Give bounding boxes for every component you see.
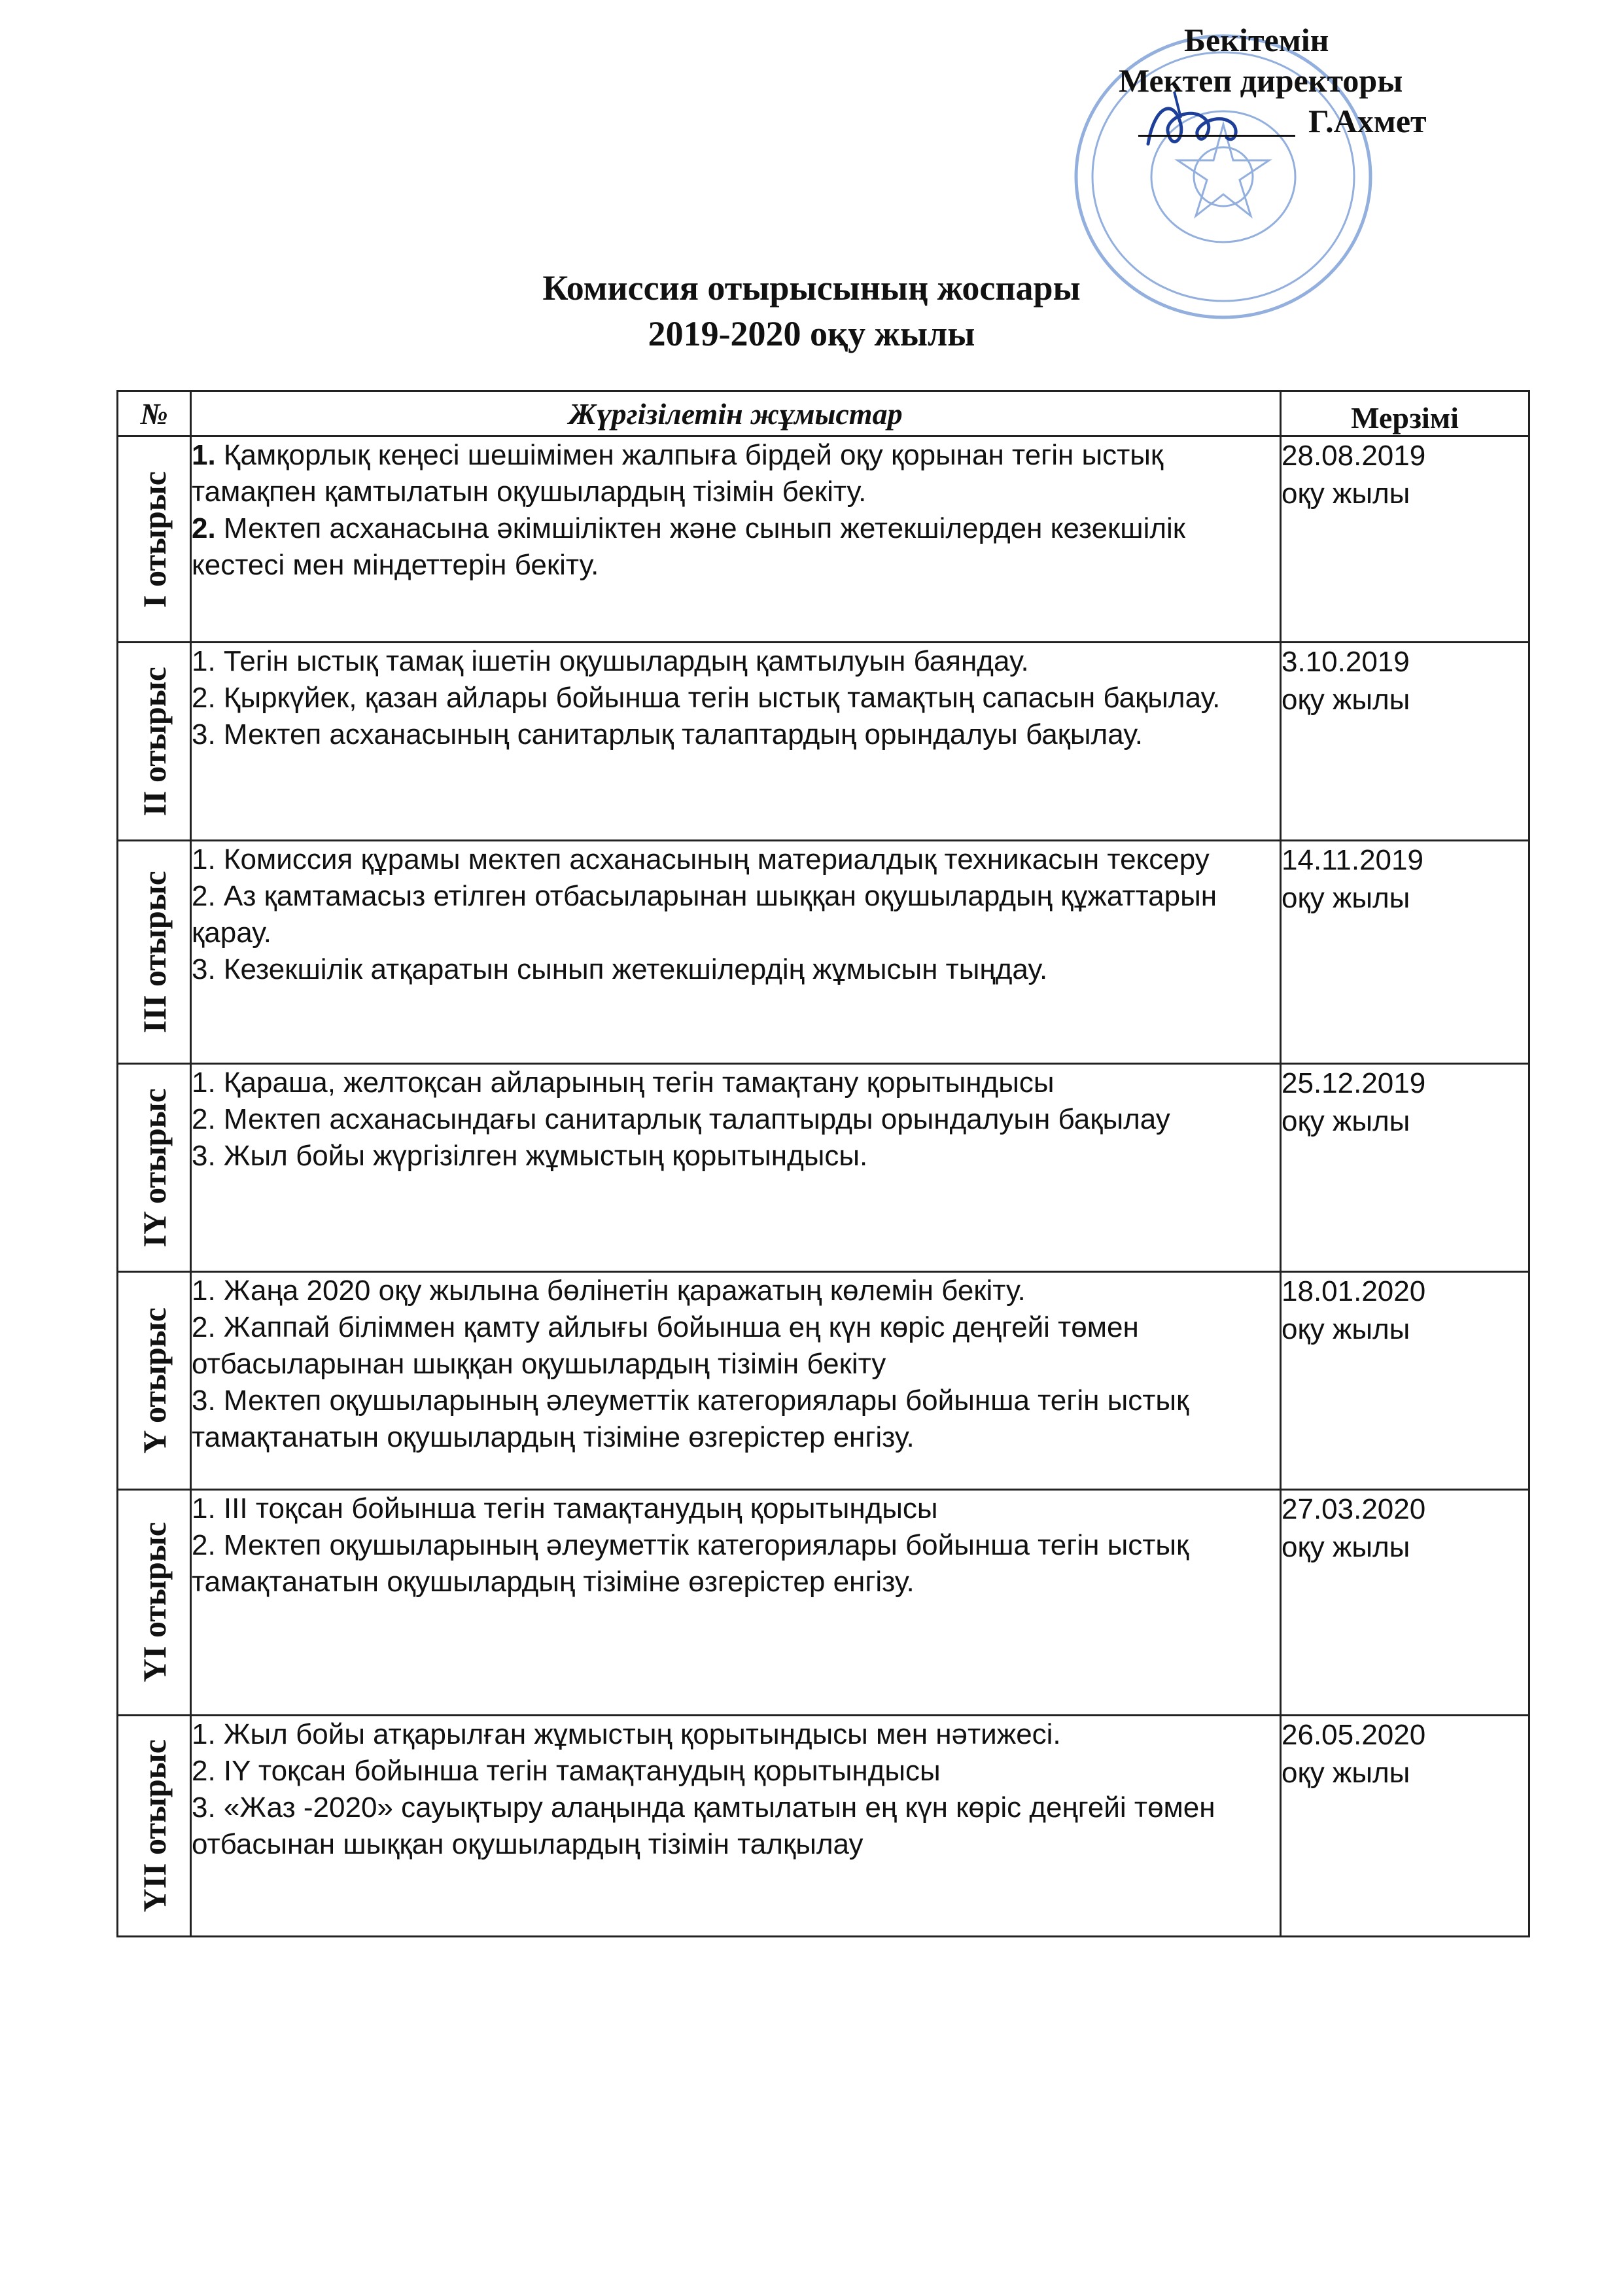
table-row — [118, 841, 1529, 1064]
due-cell — [1281, 436, 1529, 643]
task-item: 2. Мектеп оқушыларының әлеуметтік категориялары бойынша тегін ыстық тамақтанатын оқушылардың тізіміне өзгерістер енгізу. — [192, 1529, 1189, 1598]
task-item: 3. Жыл бойы жүргізілген жұмыстың қорытындысы. — [192, 1140, 868, 1172]
due-date: 27.03.2020 — [1282, 1493, 1426, 1525]
due-date: 26.05.2020 — [1282, 1719, 1426, 1751]
table-row — [118, 1272, 1529, 1490]
due-year-label: оқу жылы — [1282, 1105, 1410, 1137]
row-label-cell — [118, 643, 191, 841]
task-number: 1. — [192, 439, 216, 471]
task-item: 2. Мектеп асханасындағы санитарлық талаптырды орындалуын бақылау — [192, 1103, 1170, 1135]
due-year-label: оқу жылы — [1282, 1757, 1410, 1789]
task-item: 2. Қыркүйек, қазан айлары бойынша тегін ыстық тамақтың сапасын бақылау. — [192, 682, 1221, 714]
document-title — [0, 265, 1623, 357]
due-cell — [1281, 841, 1529, 1064]
task-item: 2. Жаппай біліммен қамту айлығы бойынша ең күн көріс деңгейі төмен отбасыларынан шыққан оқушылардың тізімін бекіту — [192, 1311, 1139, 1380]
task-item — [192, 510, 1280, 584]
approval-block — [1106, 20, 1498, 141]
task-item: 1. Қараша, желтоқсан айларының тегін тамақтану қорытындысы — [192, 1067, 1055, 1099]
task-item: 1. Комиссия құрамы мектеп асханасының материалдық техникасын тексеру — [192, 843, 1210, 875]
task-number: 2. — [192, 512, 216, 544]
due-year-label: оқу жылы — [1282, 684, 1410, 716]
tasks-cell — [191, 436, 1281, 643]
table-row — [118, 1064, 1529, 1272]
director-name: Г.Ахмет — [1308, 103, 1427, 139]
task-item: 1. Тегін ыстық тамақ ішетін оқушылардың қамтылуын баяндау. — [192, 645, 1029, 677]
row-label-cell — [118, 1272, 191, 1490]
task-item: 2. Аз қамтамасыз етілген отбасыларынан шыққан оқушылардың құжаттарын қарау. — [192, 880, 1217, 949]
due-date: 18.01.2020 — [1282, 1275, 1426, 1307]
due-date: 25.12.2019 — [1282, 1067, 1426, 1099]
signature-line — [1138, 135, 1295, 137]
header-due: Мерзімі — [1281, 391, 1529, 436]
tasks-cell — [191, 1490, 1281, 1716]
task-text: Мектеп асханасына әкімшіліктен және сынып жетекшілерден кезекшілік кестесі мен міндеттерін бекіту. — [192, 512, 1186, 581]
approval-heading: Бекітемін — [1184, 22, 1329, 58]
due-cell — [1281, 643, 1529, 841]
due-date: 14.11.2019 — [1282, 844, 1423, 876]
due-cell — [1281, 1490, 1529, 1716]
row-label: II отырыс — [135, 666, 173, 817]
tasks-cell — [191, 643, 1281, 841]
table-header-row — [118, 391, 1529, 436]
due-cell — [1281, 1272, 1529, 1490]
row-label-cell — [118, 1064, 191, 1272]
row-label-cell — [118, 841, 191, 1064]
header-number: № — [118, 391, 191, 436]
director-name-line — [1106, 101, 1498, 141]
tasks-cell — [191, 1272, 1281, 1490]
table-row — [118, 1716, 1529, 1937]
task-item: 3. Кезекшілік атқаратын сынып жетекшілердің жұмысын тыңдау. — [192, 953, 1048, 985]
tasks-cell — [191, 841, 1281, 1064]
task-item — [192, 437, 1280, 510]
director-position: Мектеп директоры — [1119, 62, 1403, 99]
row-label: YI отырыс — [135, 1522, 173, 1683]
task-item: 3. «Жаз -2020» сауықтыру алаңында қамтылатын ең күн көріс деңгейі төмен отбасынан шыққан оқушылардың тізімін талқылау — [192, 1792, 1215, 1860]
row-label-cell — [118, 1490, 191, 1716]
meeting-plan-table — [116, 390, 1530, 1937]
task-text: Қамқорлық кеңесі шешімімен жалпыға бірдей оқу қорынан тегін ыстық тамақпен қамтылатын оқушылардың тізімін бекіту. — [192, 439, 1164, 508]
due-cell — [1281, 1716, 1529, 1937]
row-label: IY отырыс — [135, 1087, 173, 1248]
task-item: 3. Мектеп оқушыларының әлеуметтік категориялары бойынша тегін ыстық тамақтанатын оқушылардың тізіміне өзгерістер енгізу. — [192, 1385, 1189, 1453]
row-label: YII отырыс — [135, 1739, 173, 1913]
tasks-cell — [191, 1064, 1281, 1272]
due-year-label: оқу жылы — [1282, 478, 1410, 510]
row-label: Y отырыс — [135, 1307, 173, 1454]
title-line-1: Комиссия отырысының жоспары — [542, 268, 1081, 308]
row-label: I отырыс — [135, 470, 173, 608]
due-date: 28.08.2019 — [1282, 440, 1426, 472]
task-item: 3. Мектеп асханасының санитарлық талаптардың орындалуы бақылау. — [192, 718, 1143, 751]
table-row — [118, 643, 1529, 841]
table-row — [118, 1490, 1529, 1716]
due-cell — [1281, 1064, 1529, 1272]
task-item: 1. Жаңа 2020 оқу жылына бөлінетін қаражатың көлемін бекіту. — [192, 1275, 1026, 1307]
task-item: 2. IY тоқсан бойынша тегін тамақтанудың қорытындысы — [192, 1755, 941, 1787]
task-item: 1. III тоқсан бойынша тегін тамақтанудың қорытындысы — [192, 1492, 938, 1525]
row-label-cell — [118, 436, 191, 643]
row-label: III отырыс — [135, 871, 173, 1033]
task-item: 1. Жыл бойы атқарылған жұмыстың қорытындысы мен нәтижесі. — [192, 1718, 1061, 1750]
due-year-label: оқу жылы — [1282, 1313, 1410, 1345]
table-row — [118, 436, 1529, 643]
due-date: 3.10.2019 — [1282, 646, 1410, 678]
due-year-label: оқу жылы — [1282, 882, 1410, 914]
header-tasks: Жүргізілетін жұмыстар — [191, 391, 1281, 436]
due-year-label: оқу жылы — [1282, 1531, 1410, 1563]
tasks-cell — [191, 1716, 1281, 1937]
row-label-cell — [118, 1716, 191, 1937]
title-line-2: 2019-2020 оқу жылы — [648, 314, 975, 353]
